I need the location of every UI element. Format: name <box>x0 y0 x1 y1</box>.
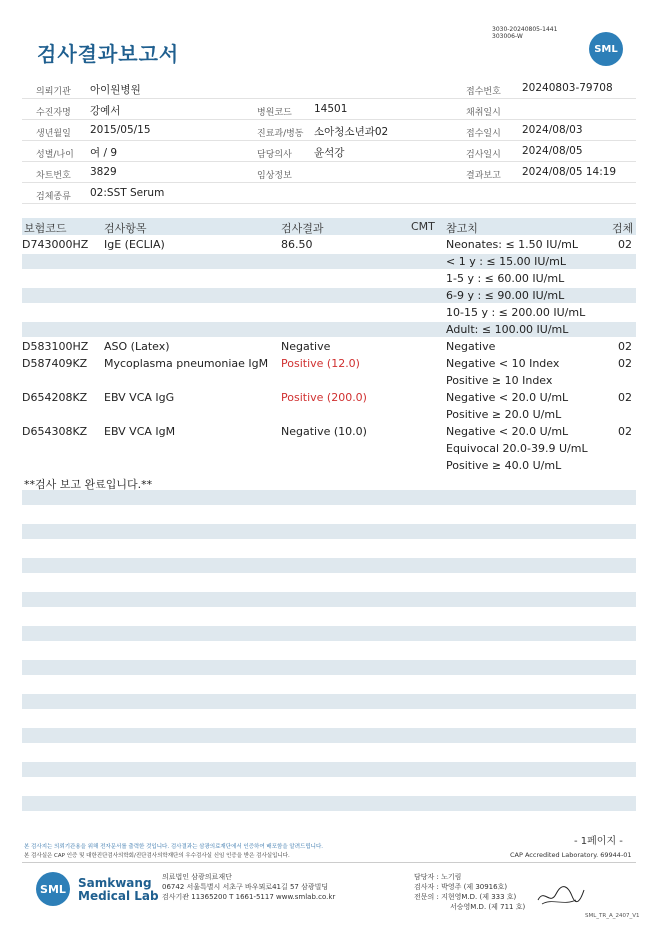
dept-label: 진료과/병동 <box>257 129 304 139</box>
reference-range: 10-15 y : ≤ 200.00 IU/mL <box>446 306 586 319</box>
receipt-date-label: 접수일시 <box>466 129 501 139</box>
row-band <box>22 490 636 505</box>
sml-footer-logo: SML <box>36 872 70 906</box>
divider <box>22 119 636 120</box>
divider <box>22 161 636 162</box>
sml-logo: SML <box>589 32 623 66</box>
col-cmt: CMT <box>411 220 435 233</box>
footer-note-1: 본 검사지는 의뢰기관용을 위해 전자문서를 출력한 것입니다. 검사결과는 삼광의료재단에서 인증하여 배포함을 알려드립니다. <box>24 844 324 850</box>
row-band <box>22 592 636 607</box>
specimen-code: 02 <box>618 357 632 370</box>
report-date-value: 2024/08/05 14:19 <box>522 166 617 178</box>
address-line-1: 의료법인 삼광의료재단 <box>162 873 232 881</box>
document-id-line2: 303006-W <box>492 33 523 40</box>
brand-line-2: Medical Lab <box>78 889 159 903</box>
org-label: 의뢰기관 <box>36 87 71 97</box>
test-date-label: 검사일시 <box>466 150 501 160</box>
document-id-line1: 3030-20240805-1441 <box>492 26 558 33</box>
divider <box>22 182 636 183</box>
test-code: D587409KZ <box>22 357 88 370</box>
footer-note-2: 본 검사실은 CAP 인증 및 대한진단검사의학회/진단검사의학재단의 우수검사실 신임 인증을 받은 검사실입니다. <box>24 853 290 859</box>
reference-range: Equivocal 20.0-39.9 U/mL <box>446 442 588 455</box>
col-result: 검사결과 <box>281 222 324 235</box>
test-name: IgE (ECLIA) <box>104 238 165 251</box>
doctor-value: 윤석강 <box>314 147 345 159</box>
test-name: ASO (Latex) <box>104 340 170 353</box>
brand-line-1: Samkwang <box>78 876 152 890</box>
divider <box>22 98 636 99</box>
test-code: D743000HZ <box>22 238 89 251</box>
specimen-code: 02 <box>618 391 632 404</box>
report-date-label: 결과보고 <box>466 171 501 181</box>
chart-value: 3829 <box>90 166 117 178</box>
test-code: D654208KZ <box>22 391 88 404</box>
test-result: Positive (200.0) <box>281 391 367 404</box>
test-name: EBV VCA IgG <box>104 391 175 404</box>
divider <box>22 140 636 141</box>
receipt-no-value: 20240803-79708 <box>522 82 613 94</box>
page-number: - 1페이지 - <box>574 836 623 847</box>
dob-value: 2015/05/15 <box>90 124 151 136</box>
row-band <box>22 762 636 777</box>
address-line-2: 06742 서울특별시 서초구 바우뫼로41길 57 삼광빌딩 <box>162 883 329 891</box>
test-code: D654308KZ <box>22 425 88 438</box>
sex-age-value: 여 / 9 <box>90 147 118 159</box>
reference-range: Adult: ≤ 100.00 IU/mL <box>446 323 569 336</box>
reference-range: Positive ≥ 20.0 U/mL <box>446 408 562 421</box>
test-result: Positive (12.0) <box>281 357 360 370</box>
staff-line-4: 서승영M.D. (제 711 호) <box>450 903 526 911</box>
sex-age-label: 성별/나이 <box>36 150 74 160</box>
reference-range: 6-9 y : ≤ 90.00 IU/mL <box>446 289 565 302</box>
test-result: Negative (10.0) <box>281 425 367 438</box>
reference-range: Negative < 10 Index <box>446 357 560 370</box>
name-value: 강예서 <box>90 105 121 117</box>
col-item: 검사항목 <box>104 222 147 235</box>
specimen-type-label: 검체종류 <box>36 192 71 202</box>
collect-label: 채취일시 <box>466 108 501 118</box>
chart-label: 차트번호 <box>36 171 71 181</box>
form-code: SML_TR_A_2407_V1 <box>585 913 640 919</box>
row-band <box>22 694 636 709</box>
test-date-value: 2024/08/05 <box>522 145 583 157</box>
address-line-3: 검사기관 11365200 T 1661-5117 www.smlab.co.kr <box>162 893 336 901</box>
reference-range: Negative < 20.0 U/mL <box>446 425 569 438</box>
dob-label: 생년월일 <box>36 129 71 139</box>
staff-line-2: 검사자 : 박영주 (제 30916호) <box>414 883 508 891</box>
brand-name <box>78 877 159 903</box>
divider <box>22 203 636 204</box>
test-result: 86.50 <box>281 238 313 251</box>
staff-line-1: 담당자 : 노기림 <box>414 873 462 881</box>
doctor-label: 담당의사 <box>257 150 292 160</box>
clinical-label: 임상정보 <box>257 171 292 181</box>
specimen-type-value: 02:SST Serum <box>90 187 165 199</box>
receipt-date-value: 2024/08/03 <box>522 124 583 136</box>
specimen-code: 02 <box>618 425 632 438</box>
footer-divider <box>22 862 636 863</box>
reference-range: Positive ≥ 40.0 U/mL <box>446 459 562 472</box>
test-result: Negative <box>281 340 331 353</box>
row-band <box>22 796 636 811</box>
staff-line-3: 전문의 : 지현영M.D. (제 333 호) <box>414 893 517 901</box>
reference-range: < 1 y : ≤ 15.00 IU/mL <box>446 255 566 268</box>
receipt-no-label: 접수번호 <box>466 87 501 97</box>
reference-range: Negative <box>446 340 496 353</box>
reference-range: Neonates: ≤ 1.50 IU/mL <box>446 238 578 251</box>
row-band <box>22 728 636 743</box>
row-band <box>22 660 636 675</box>
org-value: 아이원병원 <box>90 84 141 96</box>
completion-note: **검사 보고 완료입니다.** <box>24 478 153 491</box>
col-code: 보험코드 <box>24 222 67 235</box>
results-header <box>22 218 636 235</box>
row-band <box>22 558 636 573</box>
hosp-code-label: 병원코드 <box>257 108 292 118</box>
signature-image <box>536 880 586 910</box>
staff-info <box>414 872 525 912</box>
test-code: D583100HZ <box>22 340 89 353</box>
hosp-code-value: 14501 <box>314 103 348 115</box>
test-name: Mycoplasma pneumoniae IgM <box>104 357 269 370</box>
col-ref: 참고치 <box>446 222 478 235</box>
cap-accreditation: CAP Accredited Laboratory. 69944-01 <box>510 851 632 859</box>
test-name: EBV VCA IgM <box>104 425 176 438</box>
row-band <box>22 524 636 539</box>
row-band <box>22 626 636 641</box>
name-label: 수진자명 <box>36 108 71 118</box>
reference-range: Positive ≥ 10 Index <box>446 374 553 387</box>
dept-value: 소아청소년과02 <box>314 126 389 138</box>
col-specimen: 검체 <box>612 222 634 235</box>
specimen-code: 02 <box>618 340 632 353</box>
reference-range: Negative < 20.0 U/mL <box>446 391 569 404</box>
reference-range: 1-5 y : ≤ 60.00 IU/mL <box>446 272 565 285</box>
lab-address <box>162 872 335 902</box>
document-id <box>492 26 557 40</box>
report-title: 검사결과보고서 <box>37 42 180 66</box>
specimen-code: 02 <box>618 238 632 251</box>
